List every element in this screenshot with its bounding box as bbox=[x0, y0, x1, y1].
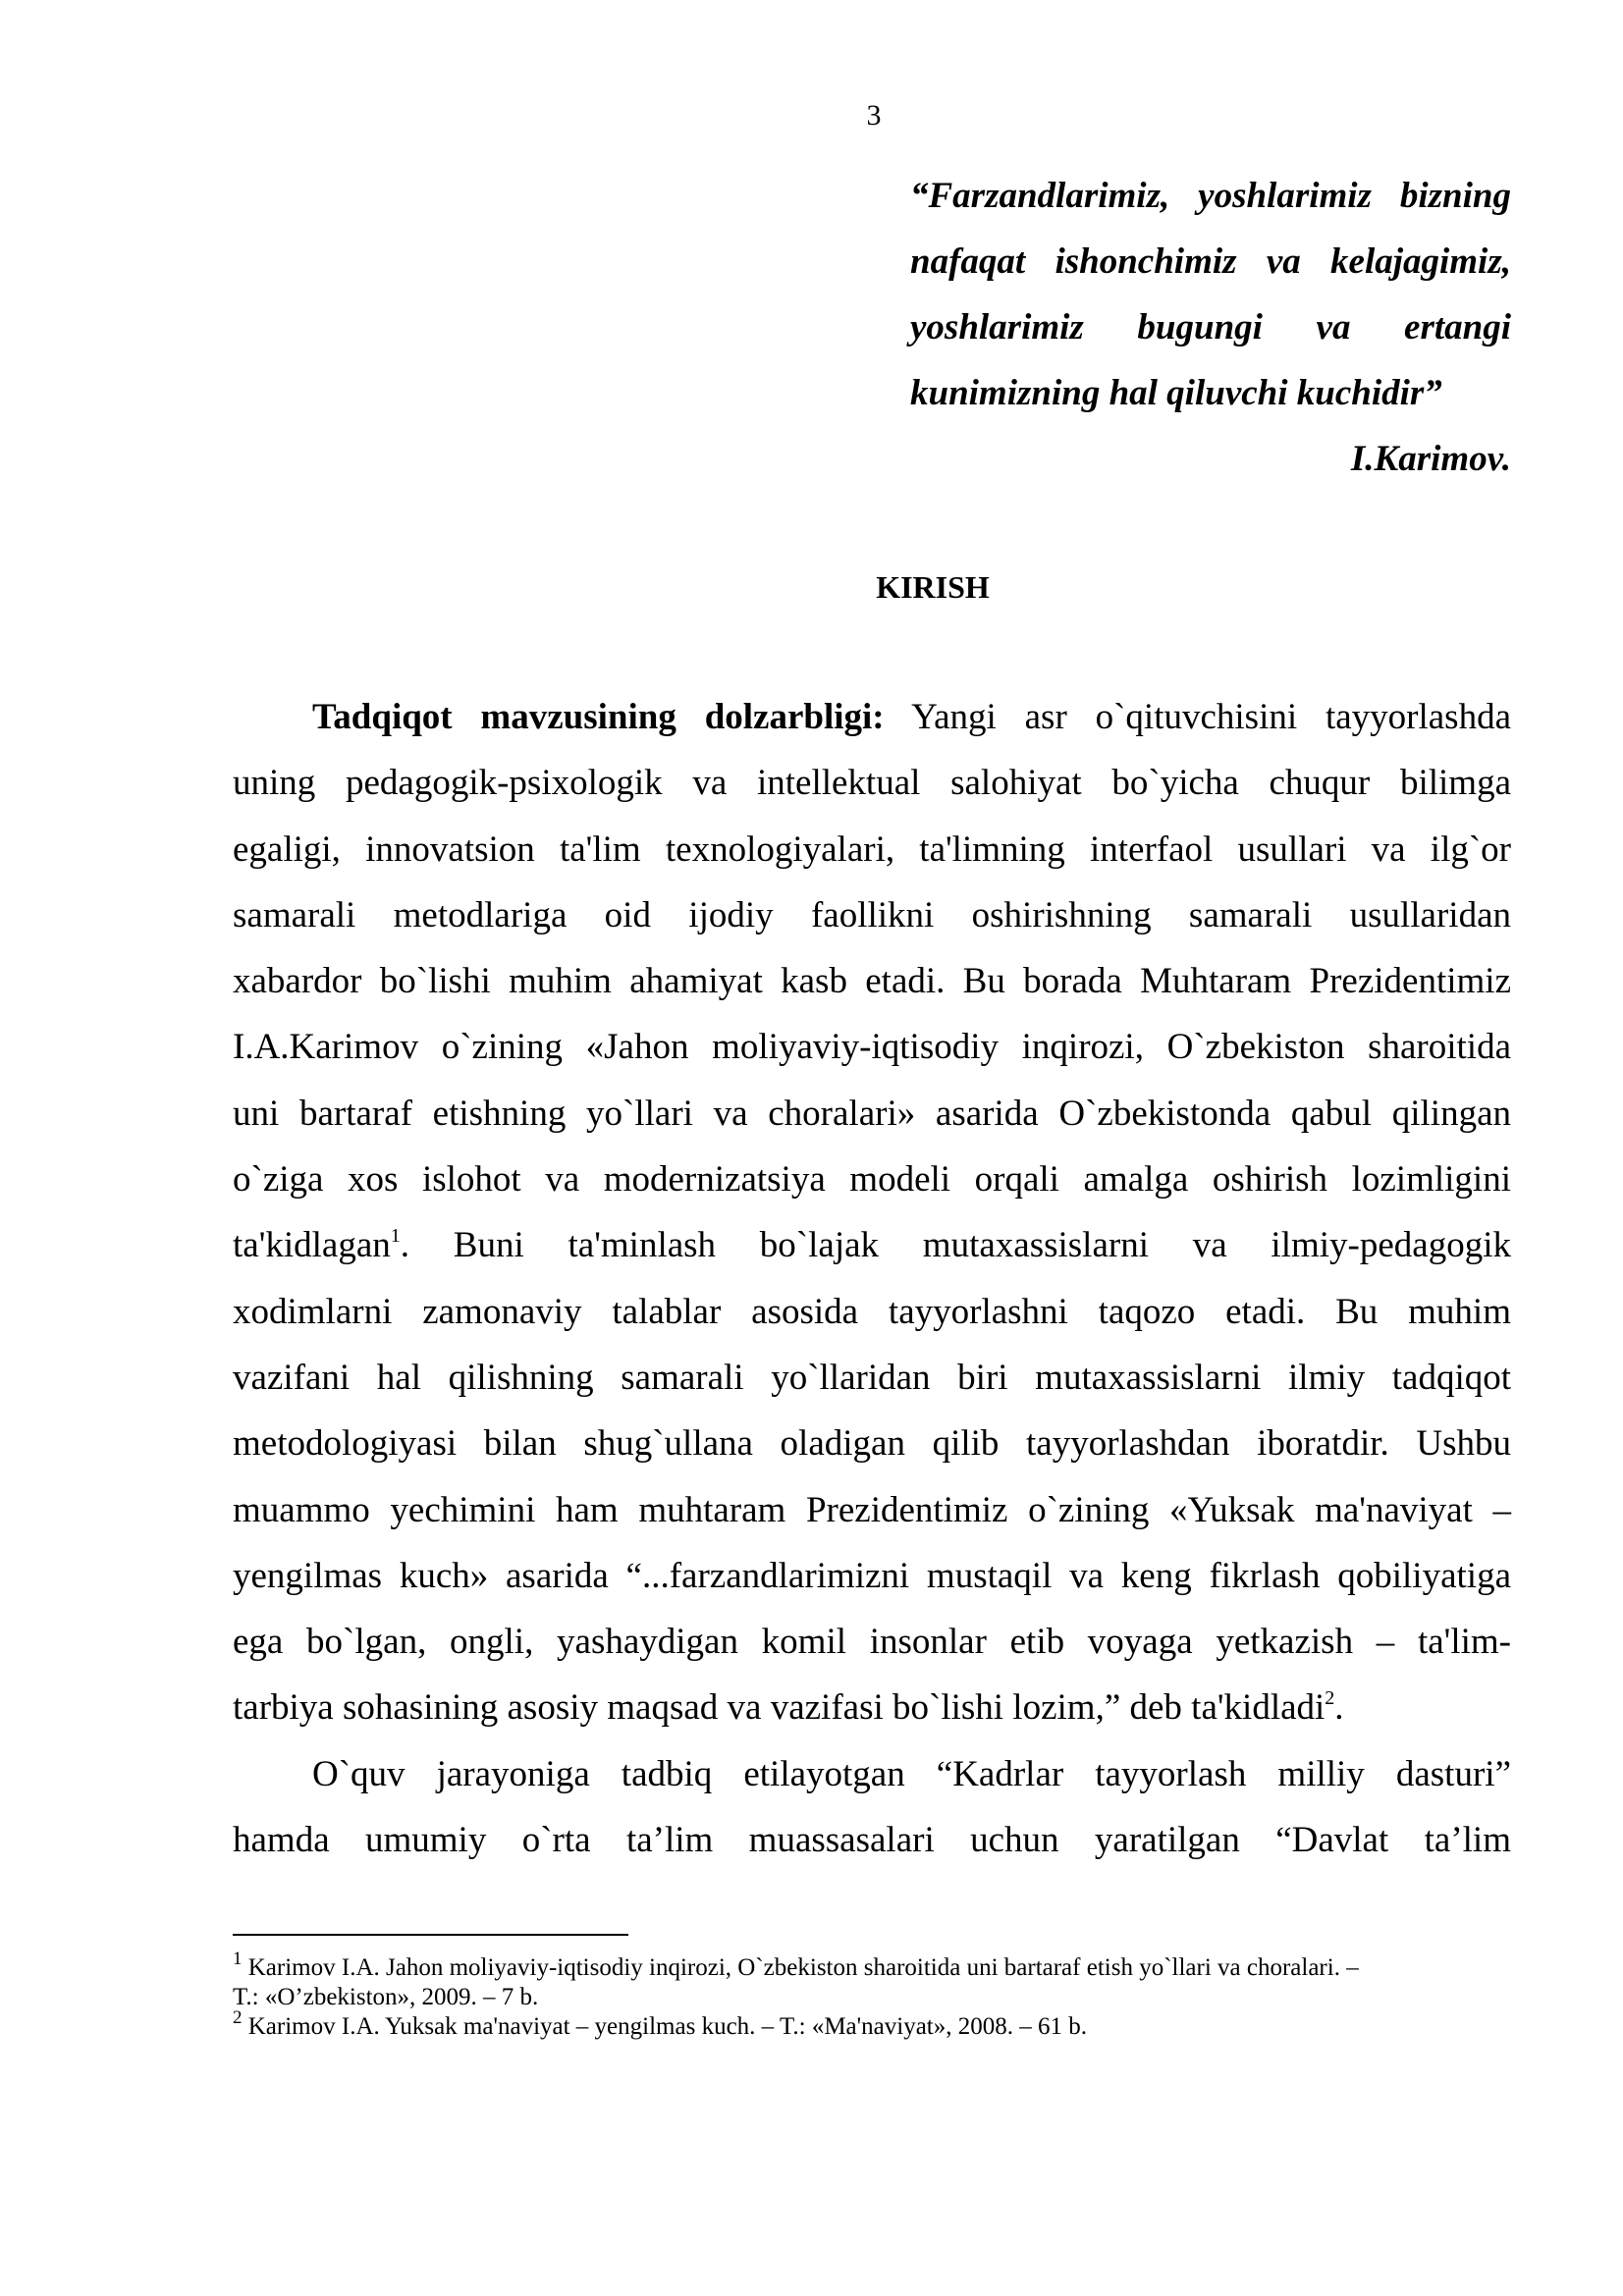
paragraph-line bbox=[233, 684, 1511, 750]
footnote-text: Karimov I.A. Yuksak ma'naviyat – yengilmas kuch. – T.: «Ma'naviyat», 2008. – 61 b. bbox=[242, 2013, 1087, 2040]
epigraph-author: I.Karimov. bbox=[1350, 439, 1511, 479]
paragraph-line: uning pedagogik-psixologik va intellektual salohiyat bo`yicha chuqur bilimga bbox=[233, 763, 1511, 804]
footnote-ref-1[interactable]: 1 bbox=[390, 1225, 401, 1248]
paragraph-line: hamda umumiy o`rta ta’lim muassasalari uchun yaratilgan “Davlat ta’lim bbox=[233, 1820, 1511, 1861]
footnote-2 bbox=[233, 2007, 1511, 2042]
section-title: KIRISH bbox=[876, 569, 990, 605]
paragraph-text: ta'kidlagan bbox=[233, 1225, 391, 1266]
paragraph-text: tarbiya sohasining asosiy maqsad va vazifasi bo`lishi lozim,” deb ta'kidladi bbox=[233, 1687, 1325, 1729]
footnote-ref-2[interactable]: 2 bbox=[1325, 1687, 1335, 1710]
paragraph-line: uni bartaraf etishning yo`llari va choralari» asarida O`zbekistonda qabul qilingan bbox=[233, 1093, 1511, 1134]
footnote-1-continued: T.: «O’zbekiston», 2009. – 7 b. bbox=[233, 1984, 539, 2010]
paragraph-line: yengilmas kuch» asarida “...farzandlarimizni mustaqil va keng fikrlash qobiliyatiga bbox=[233, 1555, 1511, 1596]
epigraph-line: “Farzandlarimiz, yoshlarimiz bizning bbox=[910, 176, 1511, 216]
paragraph-line: egaligi, innovatsion ta'lim texnologiyalari, ta'limning interfaol usullari va ilg`or bbox=[233, 828, 1511, 870]
body-text bbox=[233, 684, 1511, 1873]
footnote-1 bbox=[233, 1949, 1511, 1983]
page-number: 3 bbox=[866, 99, 882, 132]
paragraph-line bbox=[233, 1675, 1511, 1740]
paragraph-lead: Tadqiqot mavzusining dolzarbligi: bbox=[312, 697, 885, 737]
paragraph-text: . bbox=[1334, 1687, 1344, 1729]
epigraph-line: kunimizning hal qiluvchi kuchidir” bbox=[910, 373, 1442, 413]
footnote-mark: 1 bbox=[233, 1949, 243, 1969]
paragraph-line: o`ziga xos islohot va modernizatsiya modeli orqali amalga oshirish lozimligini bbox=[233, 1159, 1511, 1201]
paragraph-text: Yangi asr o`qituvchisini tayyorlashda bbox=[884, 697, 1511, 737]
paragraph-line bbox=[233, 1212, 1511, 1278]
epigraph bbox=[910, 163, 1511, 492]
footnote-text: Karimov I.A. Jahon moliyaviy-iqtisodiy inqirozi, O`zbekiston sharoitida uni bartaraf etish yo`llari va choralari. – bbox=[242, 1954, 1359, 1981]
footnotes bbox=[233, 1949, 1511, 2042]
paragraph-line: muammo yechimini ham muhtaram Prezidentimiz o`zining «Yuksak ma'naviyat – bbox=[233, 1489, 1511, 1530]
footnote-separator bbox=[233, 1934, 628, 1936]
paragraph-line: vazifani hal qilishning samarali yo`llaridan biri mutaxassislarni ilmiy tadqiqot bbox=[233, 1357, 1511, 1398]
paragraph-line: samarali metodlariga oid ijodiy faollikni oshirishning samarali usullaridan bbox=[233, 894, 1511, 935]
paragraph-line: xodimlarni zamonaviy talablar asosida tayyorlashni taqozo etadi. Bu muhim bbox=[233, 1291, 1511, 1332]
paragraph-line: I.A.Karimov o`zining «Jahon moliyaviy-iqtisodiy inqirozi, O`zbekiston sharoitida bbox=[233, 1027, 1511, 1068]
paragraph-text: . Buni ta'minlash bo`lajak mutaxassislarni va ilmiy-pedagogik bbox=[400, 1225, 1511, 1266]
footnote-mark: 2 bbox=[233, 2007, 243, 2028]
epigraph-line: nafaqat ishonchimiz va kelajagimiz, bbox=[910, 241, 1511, 282]
epigraph-line: yoshlarimiz bugungi va ertangi bbox=[910, 307, 1511, 347]
paragraph-line: metodologiyasi bilan shug`ullana oladigan qilib tayyorlashdan iboratdir. Ushbu bbox=[233, 1423, 1511, 1465]
paragraph-line: ega bo`lgan, ongli, yashaydigan komil insonlar etib voyaga yetkazish – ta'lim- bbox=[233, 1622, 1511, 1663]
paragraph-line: O`quv jarayoniga tadbiq etilayotgan “Kadrlar tayyorlash milliy dasturi” bbox=[312, 1753, 1511, 1794]
paragraph-line: xabardor bo`lishi muhim ahamiyat kasb etadi. Bu borada Muhtaram Prezidentimiz bbox=[233, 961, 1511, 1002]
